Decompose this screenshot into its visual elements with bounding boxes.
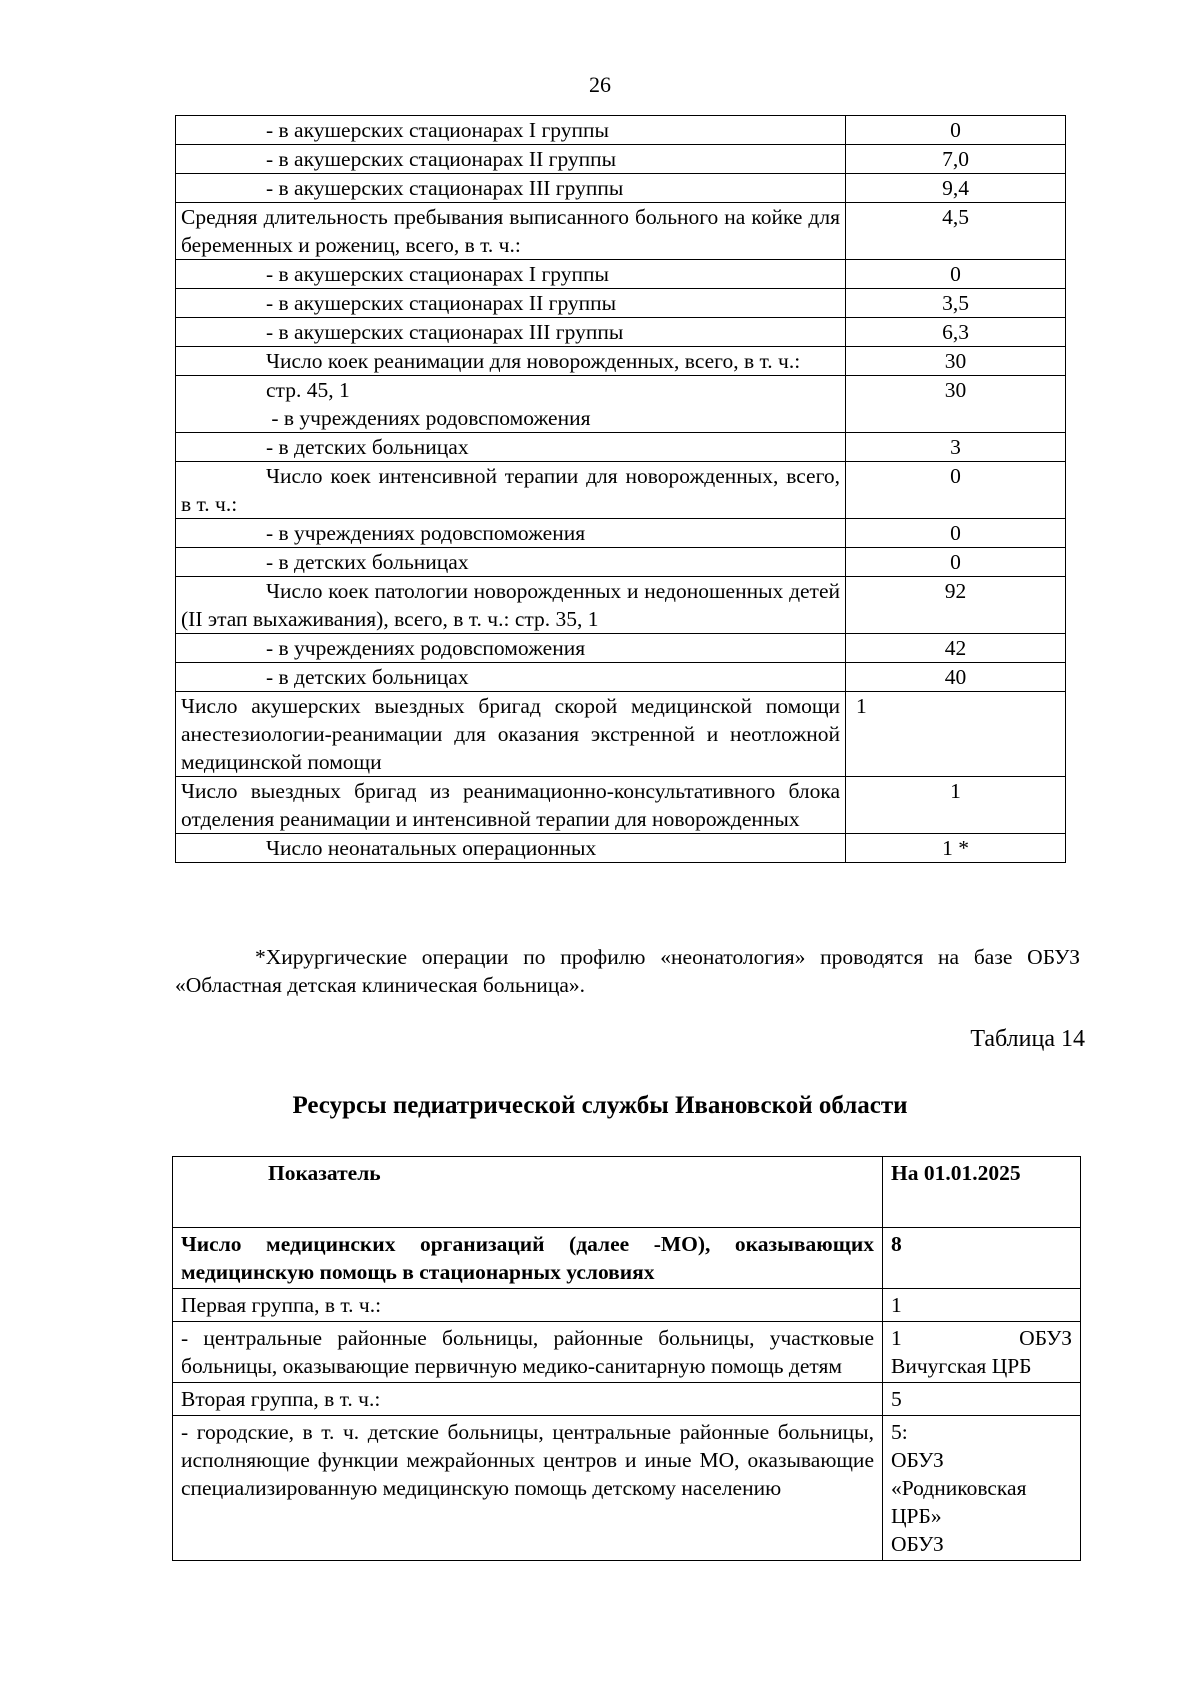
- value-line: ОБУЗ: [891, 1532, 944, 1556]
- table-row: [176, 663, 1066, 692]
- row-label: Вторая группа, в т. ч.:: [173, 1383, 883, 1416]
- row-value: 0: [846, 116, 1066, 145]
- table-row: [176, 834, 1066, 863]
- row-label: Число коек интенсивной терапии для новорожденных, всего, в т. ч.:: [176, 462, 846, 519]
- table-label: Таблица 14: [970, 1026, 1085, 1052]
- row-label: Число медицинских организаций (далее -МО), оказывающих медицинскую помощь в стационарных условиях: [173, 1228, 883, 1289]
- column-header-indicator: Показатель: [173, 1157, 883, 1228]
- row-value: 30: [846, 347, 1066, 376]
- row-value: 42: [846, 634, 1066, 663]
- value-line: 5:: [891, 1420, 908, 1444]
- table-row: [176, 145, 1066, 174]
- row-value: 1: [846, 777, 1066, 834]
- row-label: - в учреждениях родовспоможения: [176, 519, 846, 548]
- value-org-name: Вичугская ЦРБ: [891, 1354, 1032, 1378]
- table-row: [176, 289, 1066, 318]
- row-label: - в детских больницах: [176, 663, 846, 692]
- table-header-row: [173, 1157, 1081, 1228]
- row-label: Первая группа, в т. ч.:: [173, 1289, 883, 1322]
- table-row: [173, 1322, 1081, 1383]
- row-label: - в акушерских стационарах III группы: [176, 174, 846, 203]
- row-label: Число коек патологии новорожденных и недоношенных детей (II этап выхаживания), всего, в т. ч.: стр. 35, 1: [176, 577, 846, 634]
- row-label: - в учреждениях родовспоможения: [176, 634, 846, 663]
- column-header-date: На 01.01.2025: [883, 1157, 1081, 1228]
- row-value: 0: [846, 548, 1066, 577]
- table-row: [173, 1289, 1081, 1322]
- row-label: Средняя длительность пребывания выписанного больного на койке для беременных и рожениц, всего, в т. ч.:: [176, 203, 846, 260]
- row-value: 40: [846, 663, 1066, 692]
- row-label-line: - в учреждениях родовспоможения: [266, 406, 591, 430]
- table-row: [176, 347, 1066, 376]
- row-label: - городские, в т. ч. детские больницы, центральные районные больницы, исполняющие функции межрайонных центров и иные МО, оказывающие специализированную медицинскую помощь детскому населению: [173, 1416, 883, 1561]
- row-value: 0: [846, 260, 1066, 289]
- row-value: 7,0: [846, 145, 1066, 174]
- row-label: - в детских больницах: [176, 433, 846, 462]
- table-row: [176, 777, 1066, 834]
- row-value: [883, 1416, 1081, 1561]
- row-value: [883, 1322, 1081, 1383]
- value-count: 1: [891, 1326, 902, 1350]
- table-row: [176, 577, 1066, 634]
- table-row: [176, 462, 1066, 519]
- row-label: Число неонатальных операционных: [176, 834, 846, 863]
- table-row: [176, 116, 1066, 145]
- row-value: 8: [883, 1228, 1081, 1289]
- row-value: 0: [846, 462, 1066, 519]
- row-label: - в акушерских стационарах II группы: [176, 289, 846, 318]
- table-row: [176, 519, 1066, 548]
- row-label: Число акушерских выездных бригад скорой медицинской помощи анестезиологии-реанимации для оказания экстренной и неотложной медицинской помощи: [176, 692, 846, 777]
- section-heading: Ресурсы педиатрической службы Ивановской области: [292, 1092, 908, 1119]
- row-value: 3,5: [846, 289, 1066, 318]
- value-line: «Родниковская: [891, 1476, 1027, 1500]
- row-value: 4,5: [846, 203, 1066, 260]
- row-value: 30: [846, 376, 1066, 433]
- row-value: 5: [883, 1383, 1081, 1416]
- row-label: - в акушерских стационарах I группы: [176, 260, 846, 289]
- value-line: ЦРБ»: [891, 1504, 942, 1528]
- value-line: [891, 1324, 1072, 1352]
- row-value: 3: [846, 433, 1066, 462]
- value-line: ОБУЗ: [891, 1448, 944, 1472]
- table-row: [176, 376, 1066, 433]
- row-label: Число коек реанимации для новорожденных, всего, в т. ч.:: [176, 347, 846, 376]
- row-label: - в акушерских стационарах I группы: [176, 116, 846, 145]
- row-value: 1 *: [846, 834, 1066, 863]
- table-row: [176, 548, 1066, 577]
- value-org-type: ОБУЗ: [1019, 1326, 1072, 1350]
- pediatric-resources-table: [172, 1156, 1081, 1561]
- table-row: [176, 203, 1066, 260]
- row-label-line: стр. 45, 1: [266, 378, 350, 402]
- row-label: - в акушерских стационарах II группы: [176, 145, 846, 174]
- row-label: Число выездных бригад из реанимационно-консультативного блока отделения реанимации и интенсивной терапии для новорожденных: [176, 777, 846, 834]
- table-row: [173, 1228, 1081, 1289]
- table-row: [176, 174, 1066, 203]
- table-row: [173, 1416, 1081, 1561]
- page-number: 26: [589, 72, 611, 97]
- row-value: 0: [846, 519, 1066, 548]
- row-value: 1: [846, 692, 1066, 777]
- row-value: 1: [883, 1289, 1081, 1322]
- row-label: - в акушерских стационарах III группы: [176, 318, 846, 347]
- table-row: [176, 692, 1066, 777]
- footnote: *Хирургические операции по профилю «неонатология» проводятся на базе ОБУЗ «Областная детская клиническая больница».: [175, 945, 1080, 997]
- table-row: [176, 433, 1066, 462]
- row-value: 92: [846, 577, 1066, 634]
- table-row: [176, 318, 1066, 347]
- row-label: [176, 376, 846, 433]
- table-row: [176, 260, 1066, 289]
- table-row: [173, 1383, 1081, 1416]
- row-label: - центральные районные больницы, районные больницы, участковые больницы, оказывающие первичную медико-санитарную помощь детям: [173, 1322, 883, 1383]
- row-value: 9,4: [846, 174, 1066, 203]
- table-row: [176, 634, 1066, 663]
- neonatal-resources-table: [175, 115, 1066, 863]
- row-label: - в детских больницах: [176, 548, 846, 577]
- row-value: 6,3: [846, 318, 1066, 347]
